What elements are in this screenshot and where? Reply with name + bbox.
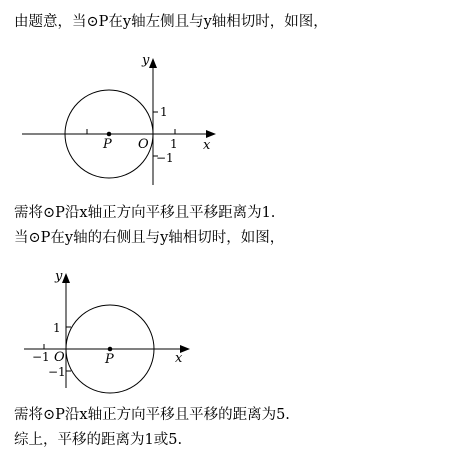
tick-label-y-pos: 1 bbox=[160, 105, 168, 119]
axis-x-label: x bbox=[203, 138, 211, 153]
figure-circle-right-of-y-axis bbox=[0, 260, 476, 395]
axis-y-label: y bbox=[55, 269, 63, 284]
center-point bbox=[107, 132, 112, 137]
tick-label-y-neg: −1 bbox=[48, 365, 66, 379]
text-line-5: 综上，平移的距离为1或5. bbox=[14, 432, 183, 448]
origin-label: O bbox=[54, 350, 65, 365]
center-label: P bbox=[103, 137, 112, 152]
y-axis-arrow bbox=[149, 58, 157, 68]
text-line-3: 当⊙P在y轴的右侧且与y轴相切时，如图， bbox=[14, 230, 285, 246]
axis-x-label: x bbox=[175, 351, 183, 366]
y-axis-arrow bbox=[62, 273, 70, 283]
text-line-2: 需将⊙P沿x轴正方向平移且平移距离为1. bbox=[14, 205, 276, 221]
origin-label: O bbox=[138, 137, 149, 152]
tick-label-y-pos: 1 bbox=[53, 321, 61, 335]
text-line-1: 由题意，当⊙P在y轴左侧且与y轴相切时，如图， bbox=[14, 14, 328, 30]
center-point bbox=[108, 347, 113, 352]
axis-y-label: y bbox=[142, 53, 150, 68]
text-line-4: 需将⊙P沿x轴正方向平移且平移的距离为5. bbox=[14, 407, 290, 423]
center-label: P bbox=[105, 352, 114, 367]
tick-label-x-pos: 1 bbox=[170, 137, 178, 151]
tick-label-y-neg: −1 bbox=[156, 151, 174, 165]
x-axis-arrow bbox=[206, 130, 216, 138]
tick-label-x-neg: −1 bbox=[32, 350, 50, 364]
figure-circle-left-of-y-axis bbox=[0, 50, 476, 195]
